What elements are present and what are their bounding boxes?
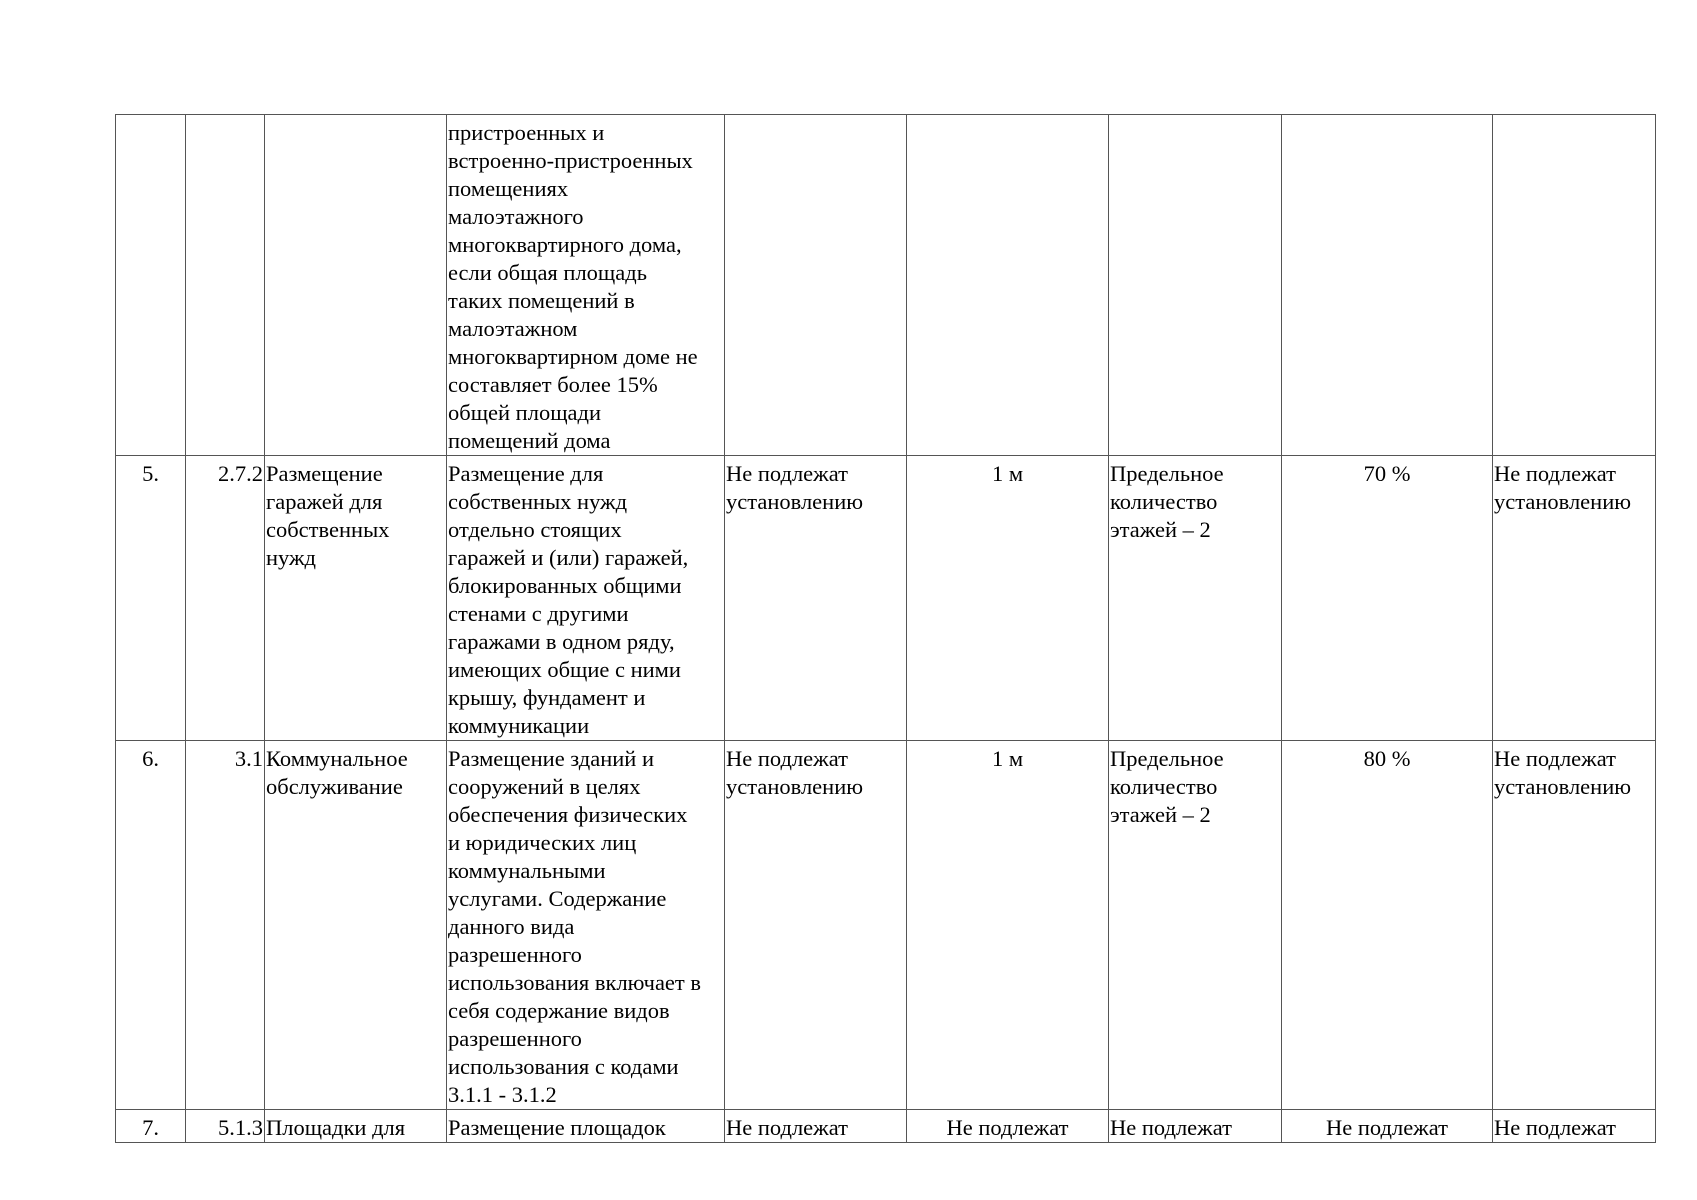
param-min-setback-line: 1 м (991, 461, 1024, 486)
param-plot-size-line: Не подлежат (726, 461, 848, 486)
param-other-limits-line: установлению (1494, 774, 1632, 799)
use-code-cell (186, 1110, 265, 1143)
param-min-setback-line: Не подлежат (946, 1115, 1069, 1140)
param-max-floors-cell (1109, 456, 1282, 741)
row-number: 7. (142, 1115, 159, 1140)
param-max-coverage-cell (1282, 1110, 1493, 1143)
param-other-limits-cell (1493, 1110, 1656, 1143)
param-max-floors-line: этажей – 2 (1110, 802, 1211, 827)
param-min-setback-cell (907, 741, 1109, 1110)
use-description-line: коммунальными (448, 858, 606, 883)
use-description-line: гаражей и (или) гаражей, (448, 545, 689, 570)
use-description-line: гаражами в одном ряду, (448, 629, 675, 654)
param-max-coverage-line: 70 % (1363, 461, 1411, 486)
use-name-line: гаражей для (266, 489, 383, 514)
use-description-line: Размещение зданий и (448, 746, 655, 771)
use-code: 5.1.3 (218, 1115, 263, 1140)
table-row (116, 1110, 1656, 1143)
param-plot-size-line: установлению (726, 774, 864, 799)
param-max-floors-line: этажей – 2 (1110, 517, 1211, 542)
use-name-line: Коммунальное (266, 746, 408, 771)
table-row (116, 741, 1656, 1110)
param-plot-size-line: Не подлежат (726, 746, 848, 771)
use-code-cell (186, 456, 265, 741)
param-max-floors-cell (1109, 741, 1282, 1110)
use-description-line: малоэтажного (448, 204, 584, 229)
use-description-line: встроенно-пристроенных (448, 148, 693, 173)
param-max-coverage-line: 80 % (1363, 746, 1411, 771)
param-max-floors-line: количество (1110, 774, 1218, 799)
use-code: 2.7.2 (218, 461, 263, 486)
param-max-floors-cell (1109, 1110, 1282, 1143)
use-description-line: использования включает в (448, 970, 701, 995)
use-description-line: собственных нужд (448, 489, 628, 514)
use-description-line: использования с кодами (448, 1054, 679, 1079)
param-plot-size-line: установлению (726, 489, 864, 514)
use-description-line: разрешенного (448, 1026, 582, 1051)
param-max-floors-line: количество (1110, 489, 1218, 514)
use-description-line: отдельно стоящих (448, 517, 622, 542)
use-description-line: и юридических лиц (448, 830, 637, 855)
row-number-cell (116, 741, 186, 1110)
row-number: 5. (142, 461, 159, 486)
use-description-line: таких помещений в (448, 288, 635, 313)
row-number: 6. (142, 746, 159, 771)
use-description-line: если общая площадь (448, 260, 647, 285)
use-description-cell (447, 456, 725, 741)
use-description-line: обеспечения физических (448, 802, 688, 827)
row-number-cell (116, 115, 186, 456)
use-description-line: данного вида (448, 914, 575, 939)
param-other-limits-line: Не подлежат (1494, 461, 1616, 486)
param-min-setback-cell (907, 456, 1109, 741)
row-number-cell (116, 1110, 186, 1143)
use-description-line: помещений дома (448, 428, 611, 453)
use-description-line: услугами. Содержание (448, 886, 667, 911)
use-description-cell (447, 741, 725, 1110)
use-name-cell (265, 1110, 447, 1143)
param-max-floors-cell (1109, 115, 1282, 456)
table-body (116, 115, 1656, 1143)
use-description-line: коммуникации (448, 713, 590, 738)
use-description-line: многоквартирном доме не (448, 344, 698, 369)
param-plot-size-line: Не подлежат (726, 1115, 848, 1140)
param-max-floors-line: Не подлежат (1110, 1115, 1232, 1140)
param-plot-size-cell (725, 115, 907, 456)
use-code: 3.1 (234, 746, 263, 771)
param-other-limits-line: установлению (1494, 489, 1632, 514)
param-max-coverage-line: Не подлежат (1326, 1115, 1448, 1140)
table-row (116, 115, 1656, 456)
use-description-line: 3.1.1 - 3.1.2 (448, 1082, 557, 1107)
row-number-cell (116, 456, 186, 741)
use-description-line: сооружений в целях (448, 774, 641, 799)
use-description-line: разрешенного (448, 942, 582, 967)
param-other-limits-line: Не подлежат (1494, 1115, 1616, 1140)
param-other-limits-cell (1493, 741, 1656, 1110)
param-max-coverage-cell (1282, 115, 1493, 456)
use-code-cell (186, 115, 265, 456)
use-description-line: Размещение площадок (448, 1115, 666, 1140)
param-min-setback-cell (907, 1110, 1109, 1143)
table-row (116, 456, 1656, 741)
use-description-line: крышу, фундамент и (448, 685, 646, 710)
use-description-line: пристроенных и (448, 120, 605, 145)
use-name-line: обслуживание (266, 774, 403, 799)
use-name-line: Площадки для (266, 1115, 406, 1140)
param-other-limits-line: Не подлежат (1494, 746, 1616, 771)
use-description-line: многоквартирного дома, (448, 232, 682, 257)
param-other-limits-cell (1493, 456, 1656, 741)
param-min-setback-line: 1 м (991, 746, 1024, 771)
use-description-line: общей площади (448, 400, 601, 425)
use-description-line: малоэтажном (448, 316, 578, 341)
use-name-cell (265, 741, 447, 1110)
use-description-line: блокированных общими (448, 573, 682, 598)
param-min-setback-cell (907, 115, 1109, 456)
use-name-line: Размещение (266, 461, 383, 486)
use-description-cell (447, 1110, 725, 1143)
param-max-coverage-cell (1282, 741, 1493, 1110)
param-plot-size-cell (725, 1110, 907, 1143)
use-description-line: имеющих общие с ними (448, 657, 681, 682)
param-plot-size-cell (725, 456, 907, 741)
use-name-line: нужд (266, 545, 316, 570)
use-description-line: составляет более 15% (448, 372, 658, 397)
land-use-table (115, 114, 1656, 1143)
param-max-floors-line: Предельное (1110, 746, 1224, 771)
use-description-line: себя содержание видов (448, 998, 670, 1023)
use-description-cell (447, 115, 725, 456)
use-name-cell (265, 115, 447, 456)
param-plot-size-cell (725, 741, 907, 1110)
use-code-cell (186, 741, 265, 1110)
param-max-floors-line: Предельное (1110, 461, 1224, 486)
use-name-cell (265, 456, 447, 741)
param-max-coverage-cell (1282, 456, 1493, 741)
use-name-line: собственных (266, 517, 390, 542)
use-description-line: помещениях (448, 176, 569, 201)
use-description-line: стенами с другими (448, 601, 629, 626)
use-description-line: Размещение для (448, 461, 604, 486)
param-other-limits-cell (1493, 115, 1656, 456)
